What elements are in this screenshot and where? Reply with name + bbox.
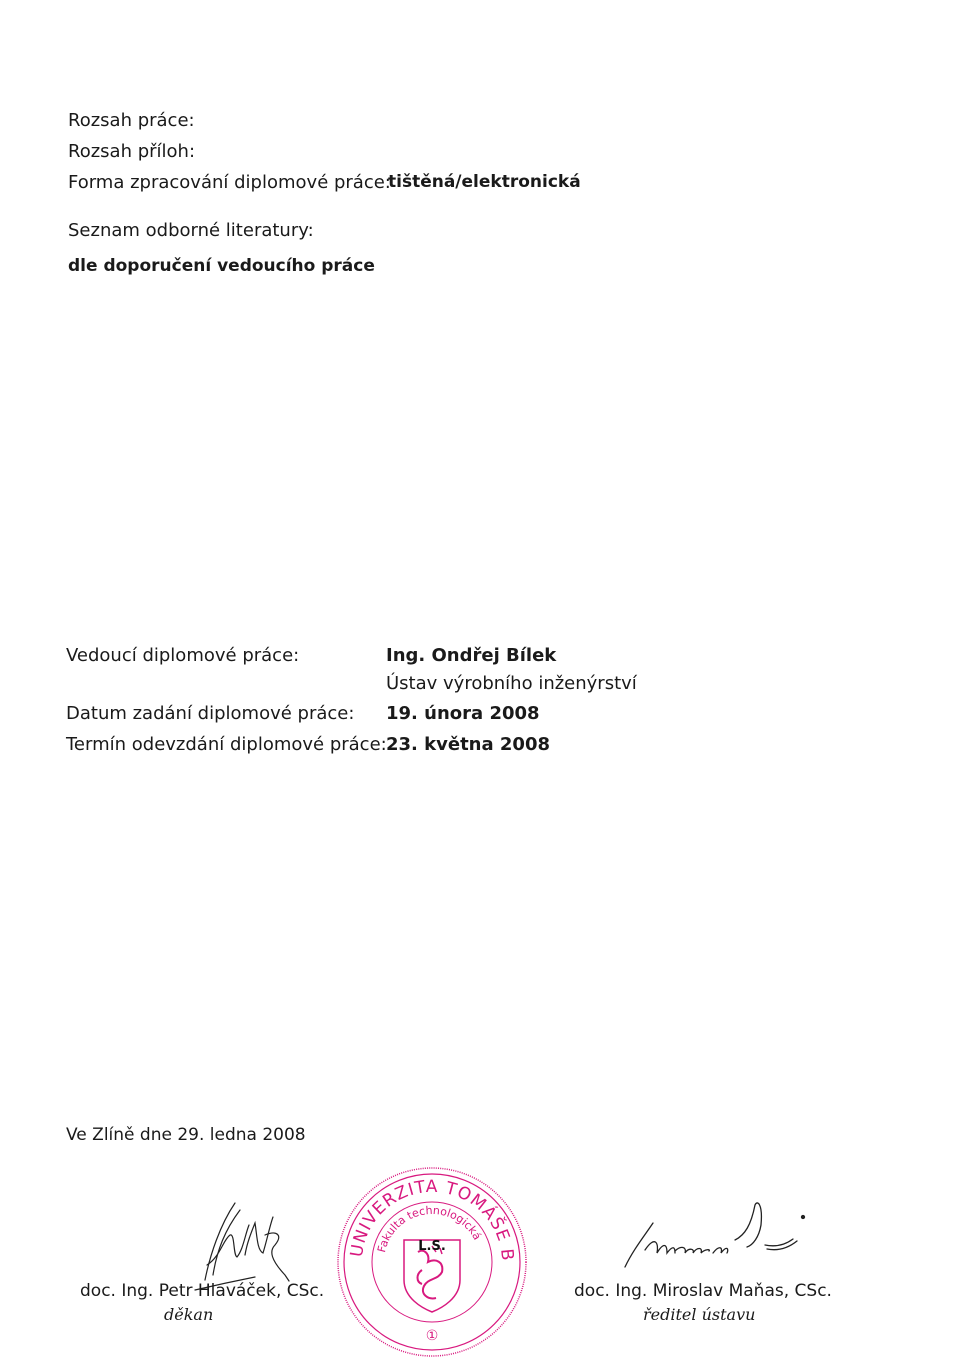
termin-value: 23. května 2008	[386, 734, 550, 755]
stamp-number: ①	[425, 1328, 439, 1344]
vedouci-name: Ing. Ondřej Bílek	[386, 645, 557, 666]
left-signatory-role: děkan	[164, 1305, 214, 1324]
rozsah-priloh-label: Rozsah příloh:	[68, 141, 196, 162]
literature-value: dle doporučení vedoucího práce	[68, 256, 375, 276]
left-signatory-name: doc. Ing. Petr Hlaváček, CSc.	[80, 1281, 325, 1301]
right-signature	[615, 1195, 815, 1275]
forma-value: tištěná/elektronická	[388, 172, 581, 192]
left-signature	[185, 1195, 305, 1295]
university-stamp	[325, 1147, 532, 1362]
forma-label: Forma zpracování diplomové práce:	[68, 172, 391, 193]
place-date: Ve Zlíně dne 29. ledna 2008	[66, 1125, 306, 1145]
datum-label: Datum zadání diplomové práce:	[66, 703, 355, 724]
termin-label: Termín odevzdání diplomové práce:	[66, 734, 387, 755]
rozsah-prace-label: Rozsah práce:	[68, 110, 195, 131]
stamp-outer-text: UNIVERZITA TOMÁŠE BATI VE ZLÍNĚ	[325, 1147, 518, 1263]
vedouci-institute: Ústav výrobního inženýrství	[386, 673, 637, 694]
stamp-inner-text: Fakulta technologická	[375, 1203, 484, 1254]
vedouci-label: Vedoucí diplomové práce:	[66, 645, 300, 666]
stamp-ls-label: L.S.	[418, 1239, 446, 1254]
right-signatory-name: doc. Ing. Miroslav Maňas, CSc.	[574, 1281, 832, 1301]
literature-label: Seznam odborné literatury:	[68, 220, 314, 241]
right-signatory-role: ředitel ústavu	[643, 1305, 756, 1324]
datum-value: 19. února 2008	[386, 703, 540, 724]
